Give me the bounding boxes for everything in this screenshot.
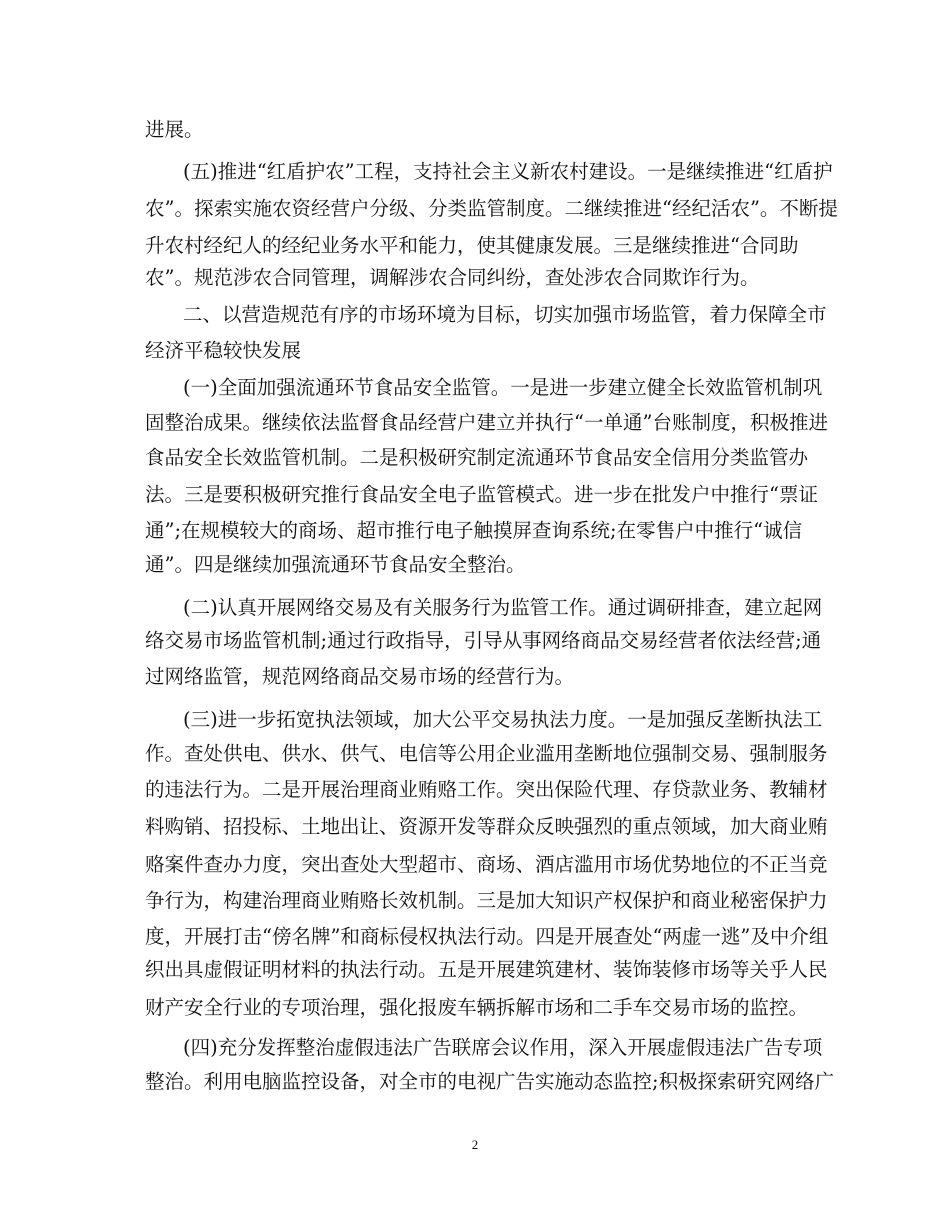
section-heading: (二)认真开展网络交易及有关服务行为监管工作。通过调研排查，建立起网 xyxy=(183,596,823,619)
text-line: 度，开展打击“傍名牌”和商标侵权执法行动。四是开展查处“两虚一逃”及中介组 xyxy=(145,925,829,948)
text-line: 经济平稳较快发展 xyxy=(145,339,302,362)
section-heading: (三)进一步拓宽执法领域，加大公平交易执法力度。一是加强反垄断执法工 xyxy=(183,708,823,731)
section-heading: (四)充分发挥整治虚假违法广告联席会议作用，深入开展虚假违法广告专项 xyxy=(183,1036,823,1059)
text-line: 食品安全长效监管机制。二是积极研究制定流通环节食品安全信用分类监管办 xyxy=(145,446,809,469)
text-line: 争行为，构建治理商业贿赂长效机制。三是加大知识产权保护和商业秘密保护力 xyxy=(145,889,828,912)
page-number: 2 xyxy=(471,1137,479,1152)
section-heading: (五)推进“红盾护农”工程，支持社会主义新农村建设。一是继续推进“红盾护 xyxy=(183,160,833,183)
text-line: 作。查处供电、供水、供气、电信等公用企业滥用垄断地位强制交易、强制服务 xyxy=(145,742,828,765)
text-line: 升农村经纪人的经纪业务水平和能力，使其健康发展。三是继续推进“合同助 xyxy=(145,234,799,257)
text-line: 法。三是要积极研究推行食品安全电子监管模式。进一步在批发户中推行“票证 xyxy=(145,483,818,506)
text-line: 财产安全行业的专项治理，强化报废车辆拆解市场和二手车交易市场的监控。 xyxy=(145,996,809,1019)
text-line: 的违法行为。二是开展治理商业贿赂工作。突出保险代理、存贷款业务、教辅材 xyxy=(145,778,828,801)
section-heading: (一)全面加强流通环节食品安全监管。一是进一步建立健全长效监管机制巩 xyxy=(183,376,823,399)
text-line: 通”。四是继续加强流通环节食品安全整治。 xyxy=(145,553,526,576)
text-line: 料购销、招投标、土地出让、资源开发等群众反映强烈的重点领域，加大商业贿 xyxy=(145,815,828,838)
text-line: 赂案件查办力度，突出查处大型超市、商场、酒店滥用市场优势地位的不正当竞 xyxy=(145,853,828,876)
text-line: 农”。规范涉农合同管理，调解涉农合同纠纷，查处涉农合同欺诈行为。 xyxy=(145,266,760,289)
text-line: 织出具虚假证明材料的执法行动。五是开展建筑建材、装饰装修市场等关乎人民 xyxy=(145,958,828,981)
text-line: 过网络监管，规范网络商品交易市场的经营行为。 xyxy=(145,665,575,688)
text-line: 农”。探索实施农资经营户分级、分类监管制度。二继续推进“经纪活农”。不断提 xyxy=(145,197,838,220)
section-heading: 二、以营造规范有序的市场环境为目标，切实加强市场监管，着力保障全市 xyxy=(183,303,827,326)
text-line: 固整治成果。继续依法监督食品经营户建立并执行“一单通”台账制度，积极推进 xyxy=(145,411,828,434)
text-line: 通”;在规模较大的商场、超市推行电子触摸屏查询系统;在零售户中推行“诚信 xyxy=(145,519,803,542)
text-line: 进展。 xyxy=(145,118,204,141)
text-line: 络交易市场监管机制;通过行政指导，引导从事网络商品交易经营者依法经营;通 xyxy=(145,629,822,652)
text-line: 整治。利用电脑监控设备，对全市的电视广告实施动态监控;积极探索研究网络广 xyxy=(145,1070,835,1093)
